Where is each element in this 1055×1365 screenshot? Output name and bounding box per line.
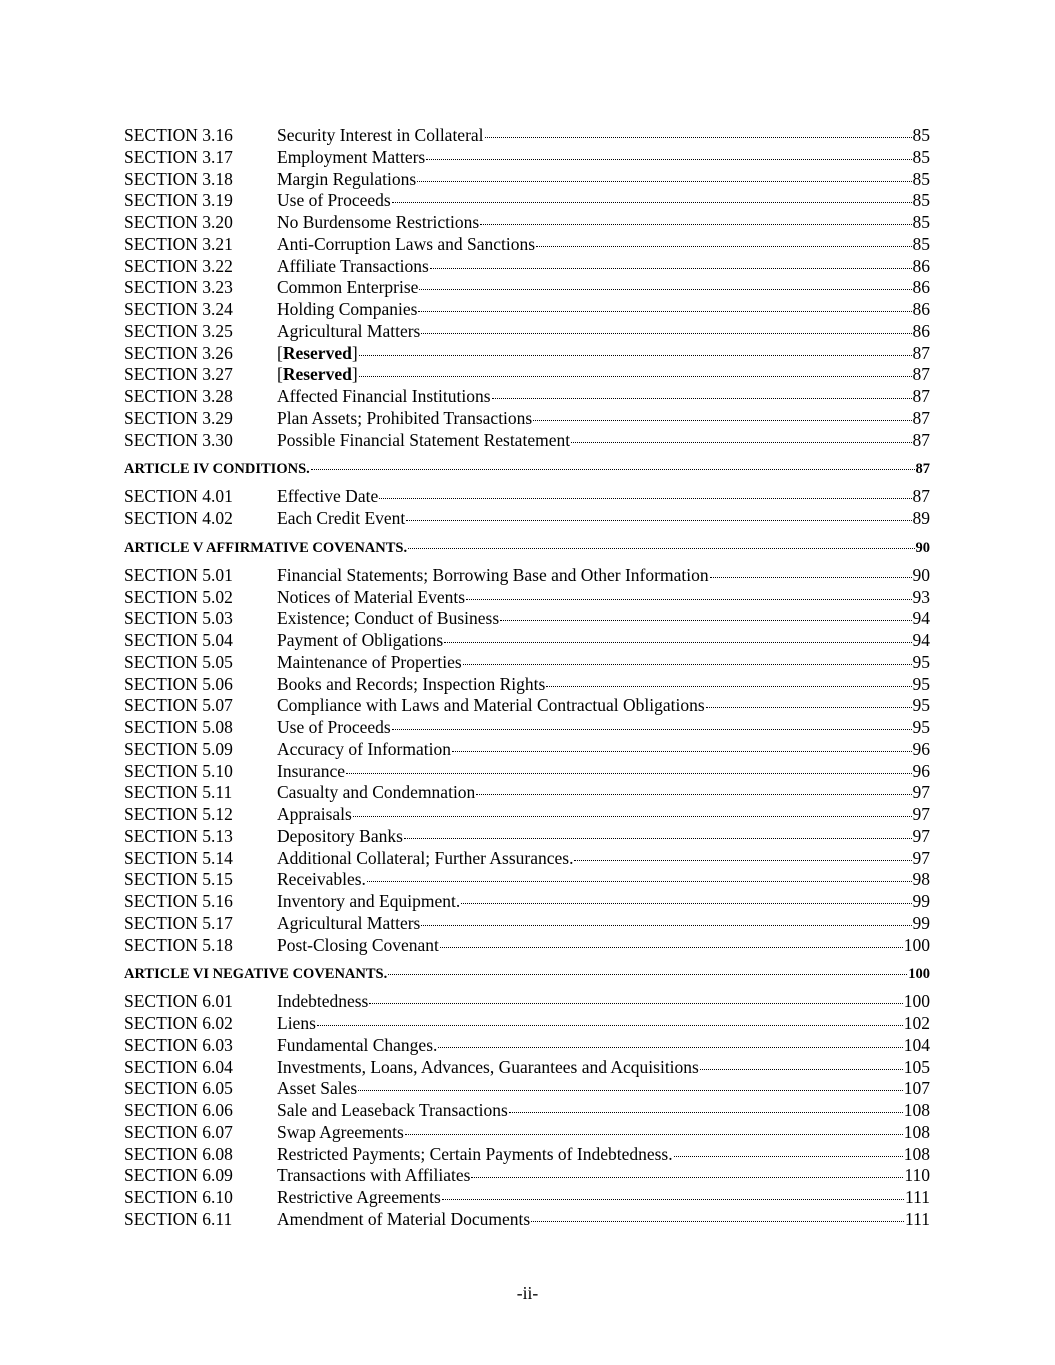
- dot-leader: [492, 398, 912, 399]
- dot-leader: [480, 224, 911, 225]
- section-title: Post-Closing Covenant: [277, 934, 439, 955]
- section-title: Receivables.: [277, 869, 366, 890]
- section-title: Existence; Conduct of Business: [277, 608, 500, 629]
- section-number: SECTION 5.12: [124, 804, 233, 824]
- dot-leader: [379, 498, 911, 499]
- section-title: Effective Date: [277, 486, 379, 507]
- toc-section-row: [124, 1057, 930, 1079]
- section-number: SECTION 3.21: [124, 233, 233, 254]
- section-title: Inventory and Equipment.: [277, 891, 461, 911]
- dot-leader: [700, 1069, 903, 1070]
- section-title: Fundamental Changes.: [277, 1034, 438, 1055]
- section-number: SECTION 3.24: [124, 299, 233, 319]
- toc-section-row: [124, 869, 930, 891]
- dot-leader: [536, 246, 911, 247]
- page-number: 97: [912, 782, 930, 803]
- toc-section-row: [124, 804, 930, 826]
- toc-section-row: [124, 587, 930, 609]
- section-title: Payment of Obligations: [277, 630, 444, 650]
- section-title: Indebtedness: [277, 991, 369, 1012]
- toc-section-row: [124, 147, 930, 169]
- section-number: SECTION 3.25: [124, 320, 233, 341]
- page-number: 85: [912, 125, 930, 145]
- section-number: SECTION 6.08: [124, 1143, 233, 1164]
- section-number: SECTION 5.10: [124, 760, 233, 781]
- page-number: 100: [903, 934, 930, 955]
- page-number: 86: [912, 255, 930, 276]
- section-title: Margin Regulations: [277, 168, 417, 189]
- toc-section-row: [124, 277, 930, 299]
- dot-leader: [392, 202, 912, 203]
- toc-section-row: [124, 826, 930, 848]
- section-number: SECTION 3.19: [124, 190, 233, 211]
- dot-leader: [367, 881, 912, 882]
- section-title: No Burdensome Restrictions: [277, 212, 480, 232]
- page-number: 111: [905, 1208, 930, 1229]
- page-number: 95: [912, 717, 930, 737]
- table-of-contents: [124, 125, 930, 1231]
- section-number: SECTION 3.23: [124, 277, 233, 298]
- section-number: SECTION 3.20: [124, 212, 233, 232]
- page-number: 105: [903, 1056, 930, 1077]
- toc-section-row: [124, 256, 930, 278]
- dot-leader: [444, 642, 911, 643]
- section-title: Depository Banks: [277, 825, 403, 846]
- section-number: SECTION 5.05: [124, 651, 233, 672]
- dot-leader: [440, 947, 903, 948]
- toc-section-row: [124, 652, 930, 674]
- section-title: Anti-Corruption Laws and Sanctions: [277, 233, 536, 254]
- toc-section-row: [124, 991, 930, 1013]
- page-number: 87: [912, 429, 930, 450]
- section-title: Appraisals: [277, 804, 352, 824]
- section-title: Affected Financial Institutions: [277, 386, 491, 406]
- section-title: Asset Sales: [277, 1078, 358, 1099]
- dot-leader: [500, 620, 911, 621]
- page-number: 85: [912, 146, 930, 167]
- section-title: Investments, Loans, Advances, Guarantees and Acquisitions: [277, 1056, 699, 1077]
- page-number: 108: [903, 1143, 930, 1164]
- reserved-label: Reserved: [282, 364, 352, 385]
- dot-leader: [531, 1221, 904, 1222]
- section-number: SECTION 6.04: [124, 1056, 233, 1077]
- section-number: SECTION 5.11: [124, 782, 233, 803]
- section-number: SECTION 6.09: [124, 1165, 233, 1186]
- dot-leader: [404, 838, 912, 839]
- section-number: SECTION 5.02: [124, 586, 233, 607]
- section-title: Additional Collateral; Further Assurances.: [277, 847, 574, 868]
- article-title: ARTICLE V AFFIRMATIVE COVENANTS.: [124, 539, 408, 556]
- dot-leader: [353, 816, 912, 817]
- page-number: 89: [912, 508, 930, 528]
- section-title: Holding Companies: [277, 299, 418, 319]
- section-number: SECTION 5.14: [124, 847, 233, 868]
- toc-section-row: [124, 1144, 930, 1166]
- dot-leader: [706, 707, 912, 708]
- dot-leader: [359, 355, 912, 356]
- toc-section-row: [124, 169, 930, 191]
- section-number: SECTION 3.17: [124, 146, 233, 167]
- dot-leader: [430, 268, 912, 269]
- toc-section-row: [124, 234, 930, 256]
- section-title: Casualty and Condemnation: [277, 782, 476, 803]
- section-number: SECTION 5.16: [124, 891, 233, 911]
- section-number: SECTION 5.01: [124, 564, 233, 585]
- page-number: 108: [903, 1121, 930, 1142]
- toc-section-row: [124, 1035, 930, 1057]
- page-number: 90: [915, 539, 930, 556]
- toc-section-row: [124, 125, 930, 147]
- section-number: SECTION 6.06: [124, 1100, 233, 1120]
- section-number: SECTION 3.29: [124, 407, 233, 428]
- toc-section-row: [124, 565, 930, 587]
- section-number: SECTION 5.04: [124, 630, 233, 650]
- dot-leader: [485, 137, 912, 138]
- toc-section-row: [124, 1209, 930, 1231]
- dot-leader: [471, 1177, 903, 1178]
- section-title: Sale and Leaseback Transactions: [277, 1100, 508, 1120]
- page-number: 86: [912, 299, 930, 319]
- dot-leader: [574, 860, 911, 861]
- dot-leader: [571, 442, 911, 443]
- toc-section-row: [124, 782, 930, 804]
- dot-leader: [674, 1156, 903, 1157]
- dot-leader: [442, 1199, 904, 1200]
- section-number: SECTION 3.22: [124, 255, 233, 276]
- toc-section-row: [124, 848, 930, 870]
- dot-leader: [421, 925, 911, 926]
- page-number: 90: [912, 564, 930, 585]
- page-number: 86: [912, 277, 930, 298]
- section-title: Restricted Payments; Certain Payments of Indebtedness.: [277, 1143, 673, 1164]
- page-number: 95: [912, 651, 930, 672]
- dot-leader: [421, 333, 911, 334]
- dot-leader: [405, 1134, 903, 1135]
- toc-section-row: [124, 1187, 930, 1209]
- article-title: ARTICLE VI NEGATIVE COVENANTS.: [124, 966, 388, 983]
- dot-leader: [346, 773, 911, 774]
- page-number: 85: [912, 233, 930, 254]
- page-number: 93: [912, 586, 930, 607]
- dot-leader: [311, 469, 915, 470]
- section-number: SECTION 6.11: [124, 1208, 233, 1229]
- section-number: SECTION 4.01: [124, 486, 233, 507]
- toc-section-row: [124, 343, 930, 365]
- section-number: SECTION 5.07: [124, 695, 233, 716]
- toc-section-row: [124, 364, 930, 386]
- section-title: Books and Records; Inspection Rights: [277, 673, 546, 694]
- page-number: 97: [912, 825, 930, 846]
- toc-section-row: [124, 212, 930, 234]
- section-title: Agricultural Matters: [277, 912, 421, 933]
- section-number: SECTION 3.28: [124, 386, 233, 406]
- page-number: 98: [912, 869, 930, 890]
- page-number: 108: [903, 1100, 930, 1120]
- page-number: 100: [903, 991, 930, 1012]
- section-title-reserved: [Reserved]: [277, 364, 358, 385]
- toc-section-row: [124, 408, 930, 430]
- section-number: SECTION 3.18: [124, 168, 233, 189]
- toc-section-row: [124, 1165, 930, 1187]
- section-title: Use of Proceeds: [277, 190, 391, 211]
- page-number: 87: [912, 364, 930, 385]
- dot-leader: [509, 1112, 903, 1113]
- section-title: Use of Proceeds: [277, 717, 391, 737]
- page-number: 104: [903, 1034, 930, 1055]
- dot-leader: [406, 520, 911, 521]
- toc-section-row: [124, 608, 930, 630]
- page-number: 87: [912, 407, 930, 428]
- section-number: SECTION 4.02: [124, 508, 233, 528]
- toc-article-row: [124, 963, 930, 985]
- toc-section-row: [124, 430, 930, 452]
- toc-section-row: [124, 321, 930, 343]
- dot-leader: [392, 729, 912, 730]
- toc-section-row: [124, 190, 930, 212]
- toc-section-row: [124, 761, 930, 783]
- page-number: 96: [912, 738, 930, 759]
- section-number: SECTION 6.03: [124, 1034, 233, 1055]
- section-title: Agricultural Matters: [277, 320, 421, 341]
- section-title: Employment Matters: [277, 146, 426, 167]
- page-number: 87: [912, 386, 930, 406]
- section-number: SECTION 6.10: [124, 1187, 233, 1207]
- page-number: 99: [912, 891, 930, 911]
- section-title: Common Enterprise: [277, 277, 419, 298]
- article-title: ARTICLE IV CONDITIONS.: [124, 461, 310, 478]
- section-title: Liens: [277, 1013, 316, 1033]
- dot-leader: [358, 1090, 903, 1091]
- toc-section-row: [124, 486, 930, 508]
- section-title: Financial Statements; Borrowing Base and Other Information: [277, 564, 709, 585]
- toc-section-row: [124, 674, 930, 696]
- section-number: SECTION 6.05: [124, 1078, 233, 1099]
- page-number: 94: [912, 608, 930, 629]
- page-number-footer: -ii-: [516, 1283, 539, 1303]
- section-number: SECTION 5.08: [124, 717, 233, 737]
- toc-section-row: [124, 299, 930, 321]
- dot-leader: [438, 1047, 902, 1048]
- section-title: Insurance: [277, 760, 346, 781]
- page-number: 95: [912, 695, 930, 716]
- toc-section-row: [124, 935, 930, 957]
- section-title: Accuracy of Information: [277, 738, 451, 759]
- dot-leader: [533, 420, 911, 421]
- section-title: Plan Assets; Prohibited Transactions: [277, 407, 533, 428]
- page-number: 97: [912, 804, 930, 824]
- page-number: 107: [903, 1078, 930, 1099]
- dot-leader: [466, 599, 911, 600]
- toc-section-row: [124, 913, 930, 935]
- toc-section-row: [124, 508, 930, 530]
- section-number: SECTION 6.02: [124, 1013, 233, 1033]
- section-title: Amendment of Material Documents: [277, 1208, 531, 1229]
- section-title: Transactions with Affiliates: [277, 1165, 471, 1186]
- page-number: 95: [912, 673, 930, 694]
- page-number: 102: [903, 1013, 930, 1033]
- page-number: 87: [915, 461, 930, 478]
- page-number: 111: [905, 1187, 930, 1207]
- toc-section-row: [124, 1013, 930, 1035]
- dot-leader: [369, 1003, 902, 1004]
- page-number: 87: [912, 342, 930, 363]
- toc-article-row: [124, 458, 930, 480]
- section-title: Swap Agreements: [277, 1121, 404, 1142]
- page-number: 87: [912, 486, 930, 507]
- toc-section-row: [124, 1122, 930, 1144]
- toc-section-row: [124, 717, 930, 739]
- toc-section-row: [124, 1100, 930, 1122]
- page-number: 85: [912, 212, 930, 232]
- page-number: 99: [912, 912, 930, 933]
- dot-leader: [710, 577, 912, 578]
- dot-leader: [388, 974, 907, 975]
- page-number: 97: [912, 847, 930, 868]
- section-title: Maintenance of Properties: [277, 651, 462, 672]
- section-title: Affiliate Transactions: [277, 255, 429, 276]
- toc-section-row: [124, 891, 930, 913]
- section-number: SECTION 5.03: [124, 608, 233, 629]
- toc-article-row: [124, 537, 930, 559]
- toc-section-row: [124, 630, 930, 652]
- section-title: Each Credit Event: [277, 508, 406, 528]
- section-number: SECTION 3.26: [124, 342, 233, 363]
- dot-leader: [418, 311, 911, 312]
- toc-section-row: [124, 1078, 930, 1100]
- section-number: SECTION 5.13: [124, 825, 233, 846]
- page-number: 100: [908, 966, 930, 983]
- section-number: SECTION 3.30: [124, 429, 233, 450]
- dot-leader: [476, 794, 911, 795]
- section-number: SECTION 5.17: [124, 912, 233, 933]
- section-number: SECTION 5.15: [124, 869, 233, 890]
- dot-leader: [408, 548, 914, 549]
- section-number: SECTION 3.16: [124, 125, 233, 145]
- dot-leader: [426, 159, 911, 160]
- dot-leader: [461, 903, 911, 904]
- dot-leader: [463, 664, 912, 665]
- dot-leader: [417, 181, 911, 182]
- toc-section-row: [124, 386, 930, 408]
- dot-leader: [452, 751, 912, 752]
- toc-section-row: [124, 695, 930, 717]
- page-number: 85: [912, 168, 930, 189]
- page-number: 86: [912, 320, 930, 341]
- dot-leader: [546, 686, 911, 687]
- section-number: SECTION 5.09: [124, 738, 233, 759]
- section-title: Security Interest in Collateral: [277, 125, 484, 145]
- section-number: SECTION 5.18: [124, 934, 233, 955]
- section-number: SECTION 5.06: [124, 673, 233, 694]
- reserved-label: Reserved: [282, 342, 352, 363]
- toc-section-row: [124, 739, 930, 761]
- section-number: SECTION 6.01: [124, 991, 233, 1012]
- section-title: Possible Financial Statement Restatement: [277, 429, 571, 450]
- section-number: SECTION 3.27: [124, 364, 233, 385]
- section-title: Restrictive Agreements: [277, 1187, 441, 1207]
- section-title-reserved: [Reserved]: [277, 342, 358, 363]
- section-number: SECTION 6.07: [124, 1121, 233, 1142]
- page-number: 94: [912, 630, 930, 650]
- section-title: Notices of Material Events: [277, 586, 466, 607]
- dot-leader: [359, 376, 912, 377]
- page-number: 96: [912, 760, 930, 781]
- page-number: 110: [904, 1165, 930, 1186]
- dot-leader: [317, 1025, 903, 1026]
- page-number: 85: [912, 190, 930, 211]
- dot-leader: [419, 289, 911, 290]
- section-title: Compliance with Laws and Material Contractual Obligations: [277, 695, 705, 716]
